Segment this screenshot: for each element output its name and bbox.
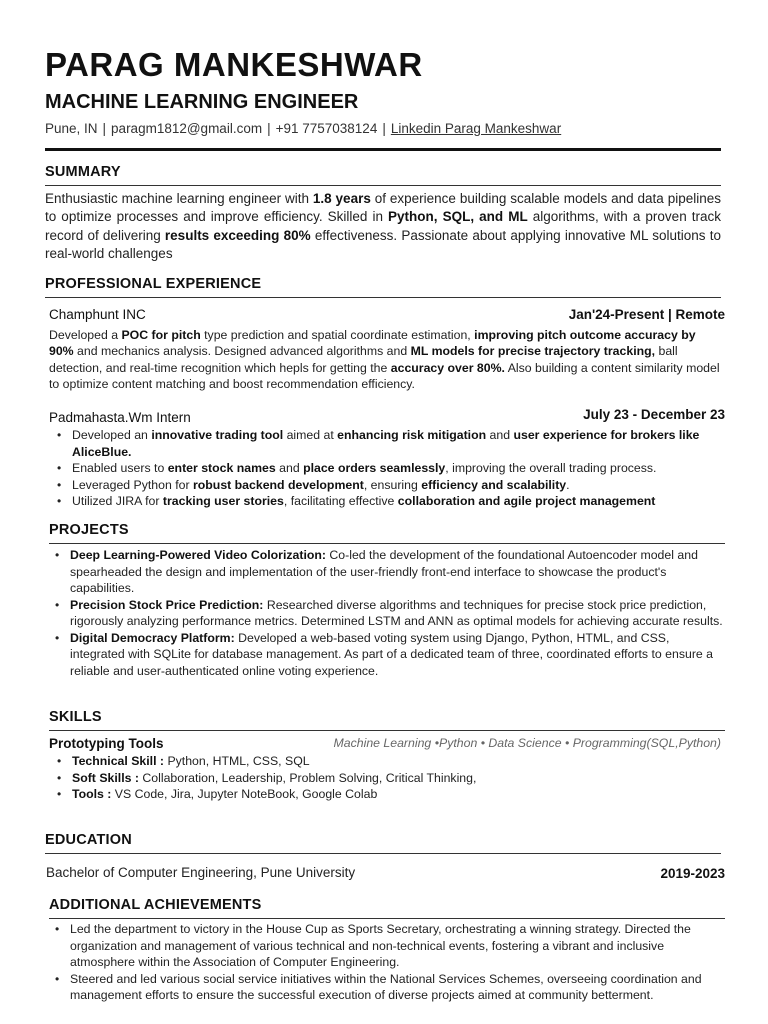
list-item: • Leveraged Python for robust backend development, ensuring efficiency and scalability. (47, 477, 727, 494)
list-item: • Enabled users to enter stock names and place orders seamlessly, improving the overall trading process. (47, 460, 727, 477)
list-item: • Technical Skill : Python, HTML, CSS, SQL (47, 753, 727, 770)
projects-list (45, 547, 727, 679)
job-company: Padmahasta.Wm Intern (49, 410, 191, 425)
list-item: • Precision Stock Price Prediction: Researched diverse algorithms and techniques for precise stock price prediction, rigorously analyzing performance metrics. Determined LSTM and ANN as optimal models for achieving accurate results. (45, 597, 727, 630)
email-link[interactable]: paragm1812@gmail.com (111, 121, 263, 136)
header-divider (45, 148, 721, 151)
job-bullet-list (47, 427, 727, 510)
contact-line (45, 121, 561, 136)
job-description: Developed a POC for pitch type prediction and spatial coordinate estimation, improving pitch outcome accuracy by 90% and mechanics analysis. Designed advanced algorithms and ML models for precise trajectory tracking, ball detection, and real-time recognition which hepls for getting the accuracy over 80%. Also building a content similarity model to optimize content matching and boost recommendation efficiency. (49, 328, 720, 391)
skills-heading: SKILLS (49, 709, 102, 725)
list-item: • Tools : VS Code, Jira, Jupyter NoteBook, Google Colab (47, 786, 727, 803)
separator: | (267, 121, 271, 136)
education-divider (45, 853, 721, 854)
list-item: • Led the department to victory in the House Cup as Sports Secretary, orchestrating a winning strategy. Directed the organization and management of various technical and non-technical events, fostering a vibrant and inclusive atmosphere within the Association of Computer Engineering. (45, 921, 727, 971)
job-dates: July 23 - December 23 (583, 407, 725, 422)
achievements-divider (49, 918, 725, 919)
candidate-title: MACHINE LEARNING ENGINEER (45, 91, 359, 113)
list-item: • Deep Learning-Powered Video Colorization: Co-led the development of the foundational Autoencoder model and spearheaded the design and implementation of the user-friendly front-end interface to showcase the product's capabilities. (45, 547, 727, 597)
experience-heading: PROFESSIONAL EXPERIENCE (45, 276, 262, 292)
skills-list (47, 753, 727, 803)
list-item: • Utilized JIRA for tracking user stories, facilitating effective collaboration and agile project management (47, 493, 727, 510)
list-item: • Steered and led various social service initiatives within the National Services Schemes, overseeing coordination and management efforts to ensure the successful execution of diverse projects aimed at community betterment. (45, 971, 727, 1004)
linkedin-link[interactable]: Linkedin Parag Mankeshwar (390, 121, 562, 136)
education-degree: Bachelor of Computer Engineering, Pune University (46, 865, 356, 880)
skills-tags: Machine Learning •Python • Data Science • Programming(SQL,Python) (333, 736, 721, 750)
projects-divider (49, 543, 725, 544)
list-item: • Digital Democracy Platform: Developed a web-based voting system using Django, Python, HTML, and CSS, integrated with SQLite for database management. As part of a dedicated team of three, coordinated efforts to ensure a reliable and user-authenticated online voting experience. (45, 630, 727, 680)
summary-text: Enthusiastic machine learning engineer with 1.8 years of experience building scalable models and data pipelines to optimize processes and improve efficiency. Skilled in Python, SQL, and ML algorithms, with a proven track record of delivering results exceeding 80% effectiveness. Passionate about applying innovative ML solutions to real-world challenges (45, 191, 722, 261)
phone-number: +91 7757038124 (275, 121, 378, 136)
list-item: • Soft Skills : Collaboration, Leadership, Problem Solving, Critical Thinking, (47, 770, 727, 787)
separator: | (102, 121, 107, 136)
education-years: 2019-2023 (660, 866, 725, 881)
job-dates: Jan'24-Present | Remote (568, 307, 725, 322)
candidate-name: PARAG MANKESHWAR (45, 46, 423, 83)
location: Pune, IN (45, 121, 98, 136)
projects-heading: PROJECTS (49, 522, 129, 538)
experience-divider (45, 297, 721, 298)
education-heading: EDUCATION (45, 832, 132, 848)
job-company: Champhunt INC (49, 307, 146, 322)
skills-divider (49, 730, 725, 731)
separator: | (382, 121, 386, 136)
achievements-heading: ADDITIONAL ACHIEVEMENTS (49, 897, 262, 913)
list-item: • Developed an innovative trading tool aimed at enhancing risk mitigation and user experience for brokers like AliceBlue. (47, 427, 727, 460)
summary-divider (45, 185, 721, 186)
summary-heading: SUMMARY (45, 164, 121, 180)
achievements-list (45, 921, 727, 1004)
skills-subheading: Prototyping Tools (49, 736, 164, 751)
